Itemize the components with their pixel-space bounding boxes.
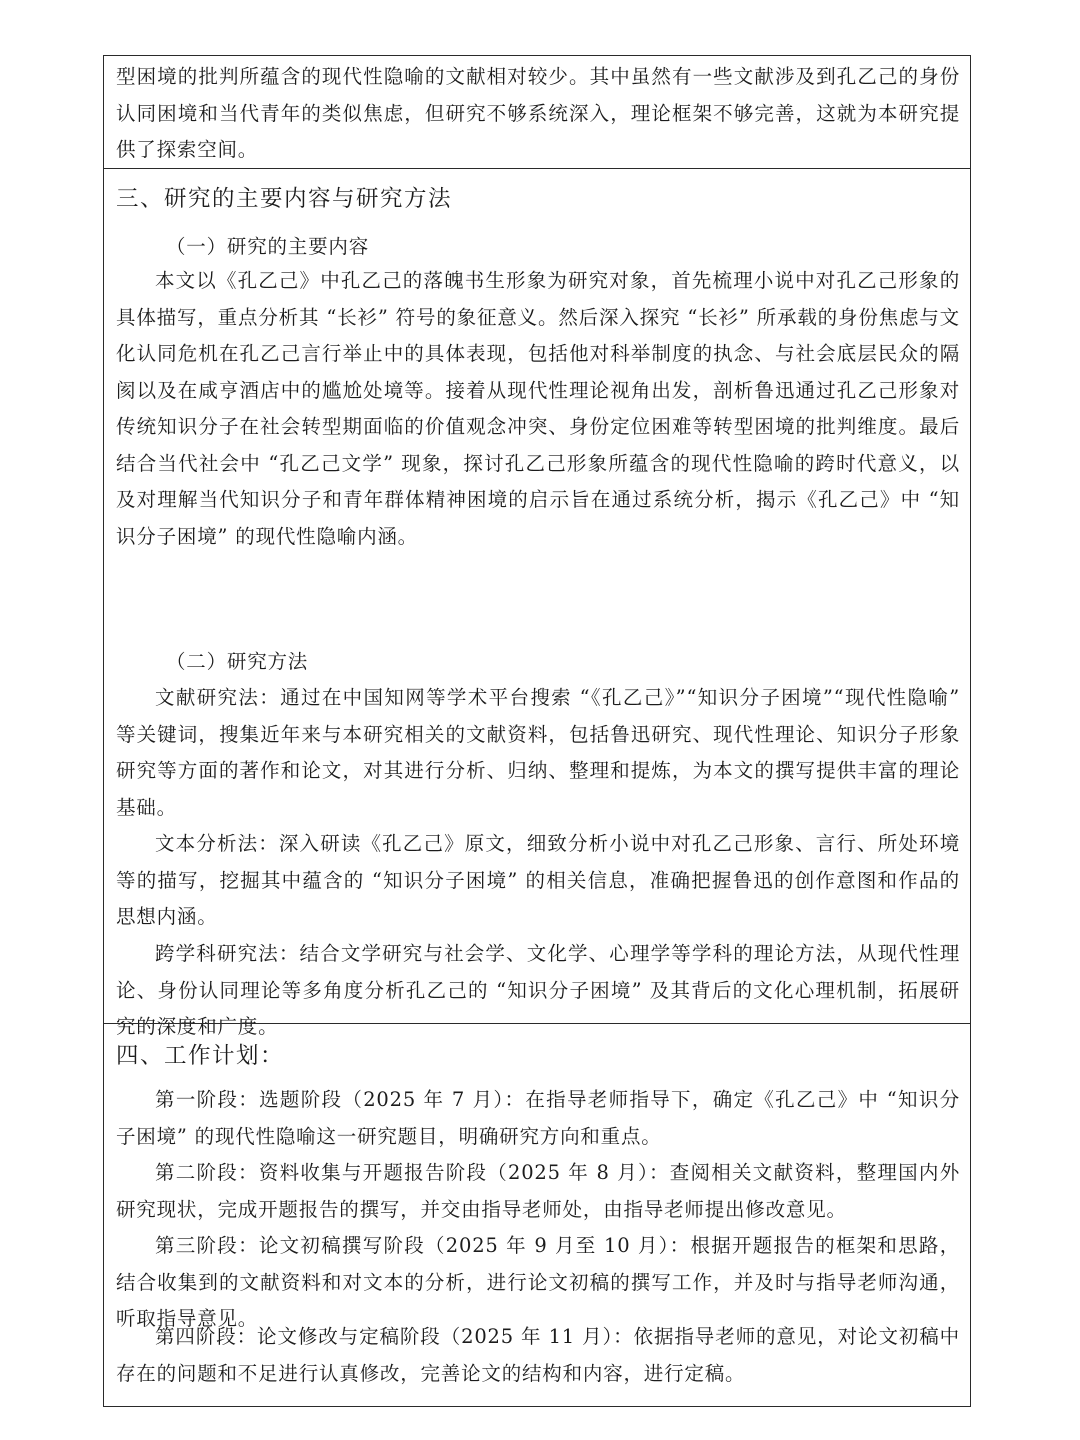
previous-section-paragraph: 型困境的批判所蕴含的现代性隐喻的文献相对较少。其中虽然有一些文献涉及到孔乙己的身份认同困境和当代青年的类似焦虑，但研究不够系统深入，理论框架不够完善，这就为本研究提供了探索空间。 [116,65,960,161]
subsection-methods-title: （二）研究方法 [166,650,309,673]
work-plan-cell [104,1023,970,1406]
stage-1-paragraph: 第一阶段：选题阶段（2025 年 7 月）：在指导老师指导下，确定《孔乙己》中 “知识分子困境” 的现代性隐喻这一研究题目，明确研究方向和重点。 [116,1088,960,1148]
method-text-analysis-paragraph: 文本分析法：深入研读《孔乙己》原文，细致分析小说中对孔乙己形象、言行、所处环境等的描写，挖掘其中蕴含的 “知识分子困境” 的相关信息，准确把握鲁迅的创作意图和作品的思想内涵。 [116,832,960,928]
subsection-main-content-title: （一）研究的主要内容 [166,235,370,258]
previous-section-cell [104,56,970,168]
section-3-title: 三、研究的主要内容与研究方法 [116,186,453,212]
research-content-cell [104,168,970,1038]
stage-2-paragraph: 第二阶段：资料收集与开题报告阶段（2025 年 8 月）：查阅相关文献资料，整理国内外研究现状，完成开题报告的撰写，并交由指导老师处，由指导老师提出修改意见。 [116,1161,960,1221]
main-content-paragraph: 本文以《孔乙己》中孔乙己的落魄书生形象为研究对象，首先梳理小说中对孔乙己形象的具体描写，重点分析其 “长衫” 符号的象征意义。然后深入探究 “长衫” 所承载的身份焦虑与文化认同危机在孔乙己言行举止中的具体表现，包括他对科举制度的执念、与社会底层民众的隔阂以及在咸亨酒店中的尴尬处境等。接着从现代性理论视角出发，剖析鲁迅通过孔乙己形象对传统知识分子在社会转型期面临的价值观念冲突、身份定位困难等转型困境的批判维度。最后结合当代社会中 “孔乙己文学” 现象，探讨孔乙己形象所蕴含的现代性隐喻的跨时代意义，以及对理解当代知识分子和青年群体精神困境的启示旨在通过系统分析，揭示《孔乙己》中 “知识分子困境” 的现代性隐喻内涵。 [116,269,960,548]
stage-3-paragraph: 第三阶段：论文初稿撰写阶段（2025 年 9 月至 10 月）：根据开题报告的框架和思路，结合收集到的文献资料和对文本的分析，进行论文初稿的撰写工作，并及时与指导老师沟通，听取指导意见。 [116,1234,960,1330]
method-literature-paragraph: 文献研究法：通过在中国知网等学术平台搜索 “《孔乙己》”“知识分子困境”“现代性隐喻” 等关键词，搜集近年来与本研究相关的文献资料，包括鲁迅研究、现代性理论、知识分子形象研究等方面的著作和论文，对其进行分析、归纳、整理和提炼，为本文的撰写提供丰富的理论基础。 [116,686,960,819]
proposal-form-table [103,55,971,1407]
section-4-title: 四、工作计划： [116,1043,285,1069]
method-interdisciplinary-paragraph: 跨学科研究法：结合文学研究与社会学、文化学、心理学等学科的理论方法，从现代性理论、身份认同理论等多角度分析孔乙己的 “知识分子困境” 及其背后的文化心理机制，拓展研究的深度和广度。 [116,942,960,1038]
stage-4-paragraph: 第四阶段：论文修改与定稿阶段（2025 年 11 月）：依据指导老师的意见，对论文初稿中存在的问题和不足进行认真修改，完善论文的结构和内容，进行定稿。 [116,1325,960,1385]
